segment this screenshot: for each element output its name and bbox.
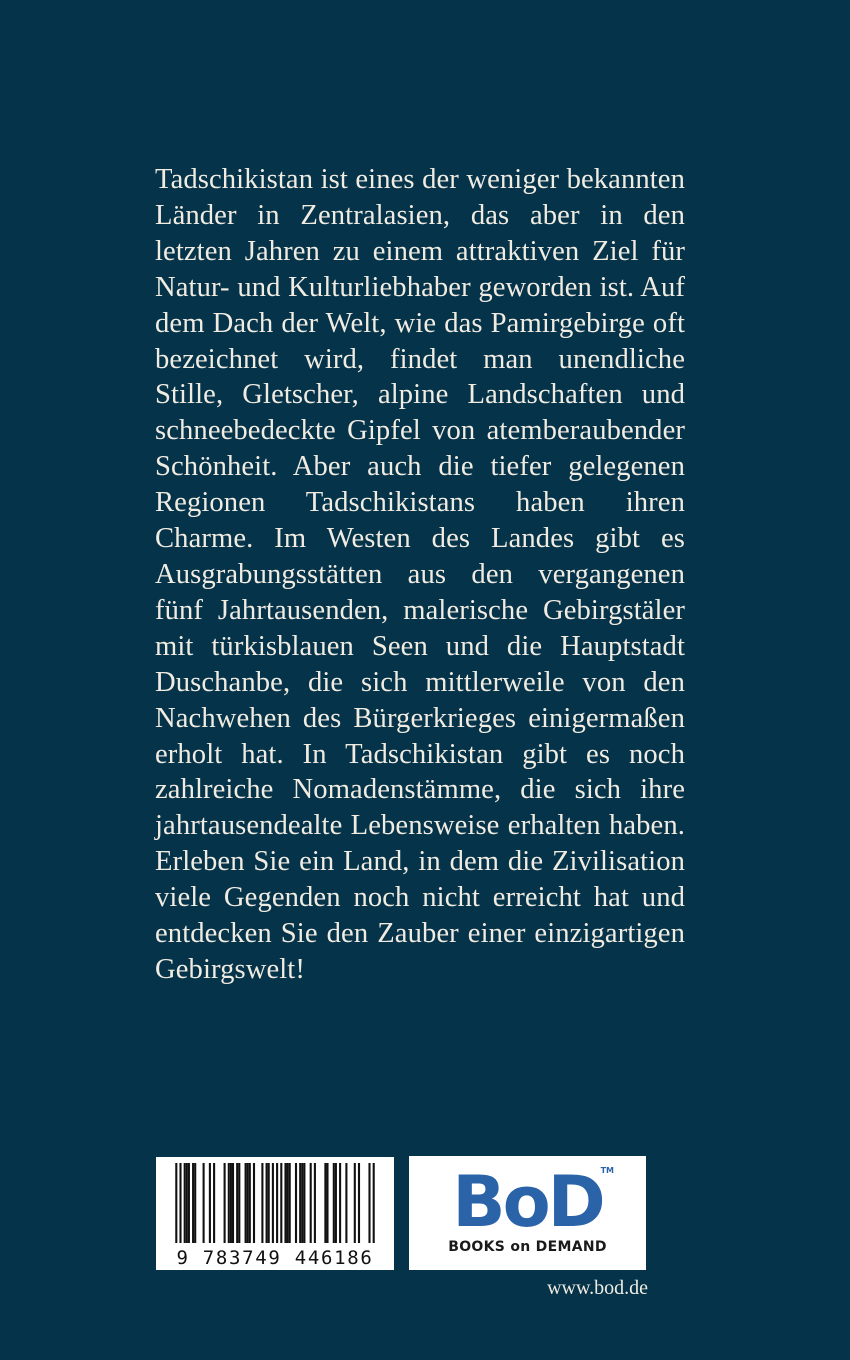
barcode-bar	[213, 1163, 215, 1243]
barcode-bar	[310, 1163, 312, 1243]
barcode-bar	[268, 1163, 270, 1243]
barcode-bar	[335, 1163, 337, 1243]
barcode-bar	[276, 1163, 278, 1243]
barcode-bar	[284, 1163, 286, 1243]
trademark-symbol: TM	[600, 1166, 614, 1175]
barcode-bar	[345, 1163, 347, 1243]
barcode-bar	[247, 1163, 249, 1243]
back-cover-blurb: Tadschikistan ist eines der weniger bekannten Länder in Zentralasien, das aber in den letzten Jahren zu einem attraktiven Ziel für Natur- und Kulturliebhaber geworden ist. Auf dem Dach der Welt, wie das Pamirgebirge oft bezeichnet wird, findet man unendliche Stille, Gletscher, alpine Landschaften und schneebedeckte Gipfel von atemberaubender Schönheit. Aber auch die tiefer gelegenen Regionen Tadschikistans haben ihren Charme. Im Westen des Landes gibt es Ausgrabungsstätten aus den vergangenen fünf Jahrtausenden, malerische Gebirgstäler mit türkisblauen Seen und die Hauptstadt Duschanbe, die sich mittlerweile von den Nachwehen des Bürgerkrieges einigermaßen erholt hat. In Tadschikistan gibt es noch zahlreiche Nomadenstämme, die sich ihre jahrtausendealte Lebensweise erhalten haben. Erleben Sie ein Land, in dem die Zivilisation viele Gegenden noch nicht erreicht hat und entdecken Sie den Zauber einer einzigartigen Gebirgswelt!	[155, 164, 685, 985]
isbn-number: 9 783749 446186	[176, 1247, 374, 1269]
barcode-bar	[224, 1163, 226, 1243]
barcode-bar	[358, 1163, 360, 1243]
barcode-bar	[236, 1163, 238, 1243]
barcode-bar	[287, 1163, 289, 1243]
barcode-bar	[301, 1163, 303, 1243]
barcode-bar	[186, 1163, 188, 1243]
barcode-bar	[303, 1163, 305, 1243]
barcode-bar	[368, 1163, 370, 1243]
barcode-bar	[314, 1163, 316, 1243]
barcode-bar	[209, 1163, 211, 1243]
bod-logo-text: BoD	[452, 1161, 603, 1243]
barcode-bar	[266, 1163, 268, 1243]
barcode-bar	[179, 1163, 181, 1243]
barcode-bar	[373, 1163, 375, 1243]
barcode-bar	[238, 1163, 240, 1243]
barcode-bar	[253, 1163, 255, 1243]
barcode-bar	[324, 1163, 326, 1243]
publisher-website: www.bod.de	[547, 1277, 648, 1299]
barcode-bar	[203, 1163, 205, 1243]
barcode-bar	[194, 1163, 196, 1243]
barcode-bar	[245, 1163, 247, 1243]
publisher-tagline: BOOKS on DEMAND	[448, 1239, 607, 1255]
barcode-bar	[339, 1163, 341, 1243]
barcode-bar	[299, 1163, 301, 1243]
barcode-bars	[164, 1163, 386, 1243]
barcode-bar	[249, 1163, 251, 1243]
barcode-bar	[295, 1163, 297, 1243]
publisher-logo	[409, 1156, 646, 1270]
barcode-bar	[261, 1163, 263, 1243]
barcode-bar	[333, 1163, 335, 1243]
barcode-bar	[289, 1163, 291, 1243]
barcode-bar	[188, 1163, 190, 1243]
barcode-bar	[184, 1163, 186, 1243]
barcode-bar	[228, 1163, 230, 1243]
barcode-bar	[326, 1163, 328, 1243]
barcode-bar	[175, 1163, 177, 1243]
isbn-barcode	[156, 1157, 394, 1270]
barcode-bar	[280, 1163, 282, 1243]
barcode-bar	[354, 1163, 356, 1243]
barcode-bar	[232, 1163, 234, 1243]
barcode-bar	[272, 1163, 274, 1243]
barcode-bar	[192, 1163, 194, 1243]
barcode-bar	[230, 1163, 232, 1243]
